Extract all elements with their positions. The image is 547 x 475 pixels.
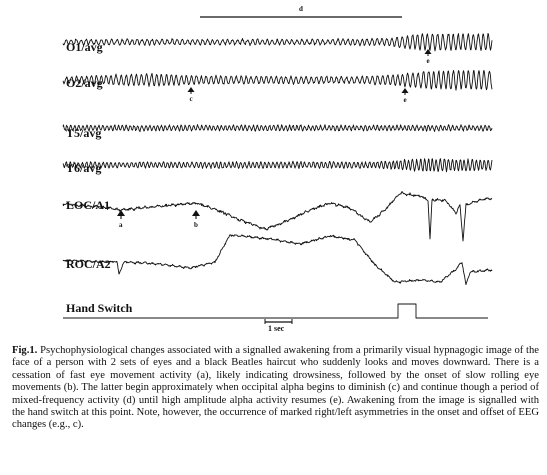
figure-caption-text: Psychophysiological changes associated with a signalled awakening from a primarily visual hypnagogic image of the face of a person with 2 sets of eyes and a black Beatles haircut who suddenly looks and moves downward. There is a cessation of fast eye movement activity (a), likely indicating drowsiness, followed by the onset of slow rolling eye movements (b). The latter begin approximately when occipital alpha begins to diminish (c) and continue though a period of mixed-frequency activity (d) until high amplitude alpha activity resumes (e). Awakening from the image is signalled with the hand switch at this point. Note, however, the occurrence of marked right/left asymmetries in the onset and offset of EEG changes (e.g., c). xyxy=(12,345,539,431)
marker-a-loc-label: a xyxy=(119,221,123,229)
trace-roc xyxy=(63,235,492,285)
channel-label-o1: O1/avg xyxy=(66,40,103,54)
figure-caption-label: Fig.1. xyxy=(12,345,38,356)
marker-e-o1-label: e xyxy=(426,57,430,65)
trace-t6 xyxy=(63,159,492,172)
channel-label-roc: ROC/A2 xyxy=(66,257,111,271)
marker-b-loc-label: b xyxy=(194,221,198,229)
trace-o2 xyxy=(63,70,492,90)
marker-e-o2-arrow-icon xyxy=(402,88,409,95)
trace-loc xyxy=(63,192,492,241)
channel-label-hand-switch: Hand Switch xyxy=(66,301,133,315)
marker-c-o2-arrow-icon xyxy=(188,87,195,94)
trace-o1 xyxy=(63,33,492,51)
channel-label-o2: O2/avg xyxy=(66,76,103,90)
trace-t5 xyxy=(63,125,492,132)
figure-caption xyxy=(12,345,539,432)
channel-label-loc: LOC/A1 xyxy=(66,198,111,212)
channel-label-t6: T6/avg xyxy=(66,161,102,175)
marker-a-loc-arrow-icon xyxy=(117,210,125,219)
scale-bar-label: 1 sec xyxy=(268,324,285,333)
marker-e-o2-label: e xyxy=(403,96,407,104)
marker-d-label: d xyxy=(299,5,303,13)
marker-b-loc-arrow-icon xyxy=(192,210,200,219)
marker-c-o2-label: c xyxy=(189,95,193,103)
channel-label-t5: T5/avg xyxy=(66,126,102,140)
